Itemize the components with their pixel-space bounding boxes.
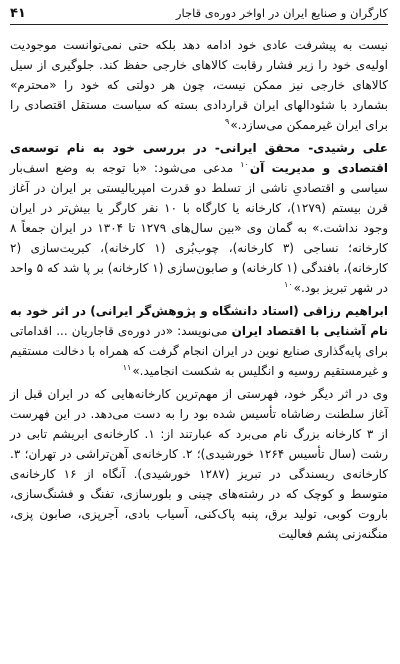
paragraph-text: نیست به پیشرفت عادی خود ادامه دهد بلکه حتی نمی‌توانست موجودیت اولیه‌ی خود را زیر فشار رقابت کالاهای خارجی حفظ کند. جلوگیری از سیل کالاهای خارجی نیز ممکن نیست، چون هر دولتی که خود را «محترم» بشمارد با شئودالهای ایران قراردادی بسته که سیاست مستقل اقتصادی را برای ایران غیرممکن می‌سازد.» — [10, 38, 388, 132]
footnote-marker: ۹ — [225, 117, 230, 126]
paragraph-3 — [10, 301, 388, 381]
paragraph-text: مدعی می‌شود: «با توجه به وضع اسف‌بار سیاسی و اقتصادیِ ناشی از تسلط دو قدرت امپریالیستی بر ایران در آغاز قرن بیستم (۱۲۷۹)، کارخانه یا کارگاه با ۱۰ نفر کارگر یا بیش‌تر در ایران وجود نداشت.» به گمان وی «بین سال‌های ۱۲۷۹ تا ۱۳۰۴ در ایران جمعاً ۸ کارخانه؛ نساجی (۳ کارخانه)، چوب‌بُری (۱ کارخانه)، کبریت‌سازی (۲ کارخانه)، بافندگی (۱ کارخانه) و صابون‌سازی (۱ کارخانه) بر پا شد که ۵ واحد در شهر تبریز بود.» — [10, 161, 389, 295]
page-body — [10, 35, 388, 544]
paragraph-1 — [10, 35, 388, 135]
paragraph-text: وی در اثر دیگر خود، فهرستی از مهم‌ترین کارخانه‌هایی که در ایران قبل از آغاز سلطنت رضاشاه تأسیس شده بود را به دست می‌دهد. در این فهرست از ۳ کارخانه بزرگ نام می‌برد که عبارتند از: ۱. کارخانه‌ی ابریشم تابی در رشت (سال تأسیس ۱۲۶۴ خورشیدی)؛ ۲. کارخانه‌ی آهن‌تراشی در تهران؛ ۳. کارخانه‌ی ریسندگی در تبریز (۱۲۸۷ خورشیدی). آنگاه از ۱۶ کارخانه‌ی متوسط و کوچک که در رشته‌های چینی و بلورسازی، تفنگ و فشنگ‌سازی، باروت کوبی، تولید برق، پنبه پاک‌کنی، آسیاب بادی، آجرپزی، صابون پزی، منگنه‌زنی پشم فعالیت — [10, 387, 389, 541]
footnote-marker: ۱۰ — [240, 160, 249, 169]
footnote-marker: ۱۱ — [122, 363, 132, 372]
paragraph-2 — [10, 138, 388, 298]
paragraph-lead: علی رشیدی- محقق ایرانی- در بررسی خود به نام توسعه‌ی اقتصادی و مدیریت آن — [10, 141, 388, 175]
page-number: ۴۱ — [10, 5, 26, 21]
page-header — [10, 2, 388, 25]
running-title: کارگران و صنایع ایران در اواخر دوره‌ی قاجار — [175, 6, 388, 20]
paragraph-lead: ابراهیم رزاقی (استاد دانشگاه و پژوهش‌گر ایرانی) در اثر خود به نام آشنایی با اقتصاد ایران — [10, 304, 389, 338]
paragraph-4 — [10, 384, 388, 544]
footnote-marker: ۱۰ — [284, 280, 293, 289]
paragraph-text: می‌نویسد: «در دوره‌ی قاجاریان ... اقداماتی برای پایه‌گذاری صنایع نوین در ایران انجام گرفت که همراه با دخالت مستقیم و غیرمستقیم روسیه و انگلیس به شکست انجامید.» — [10, 324, 388, 378]
